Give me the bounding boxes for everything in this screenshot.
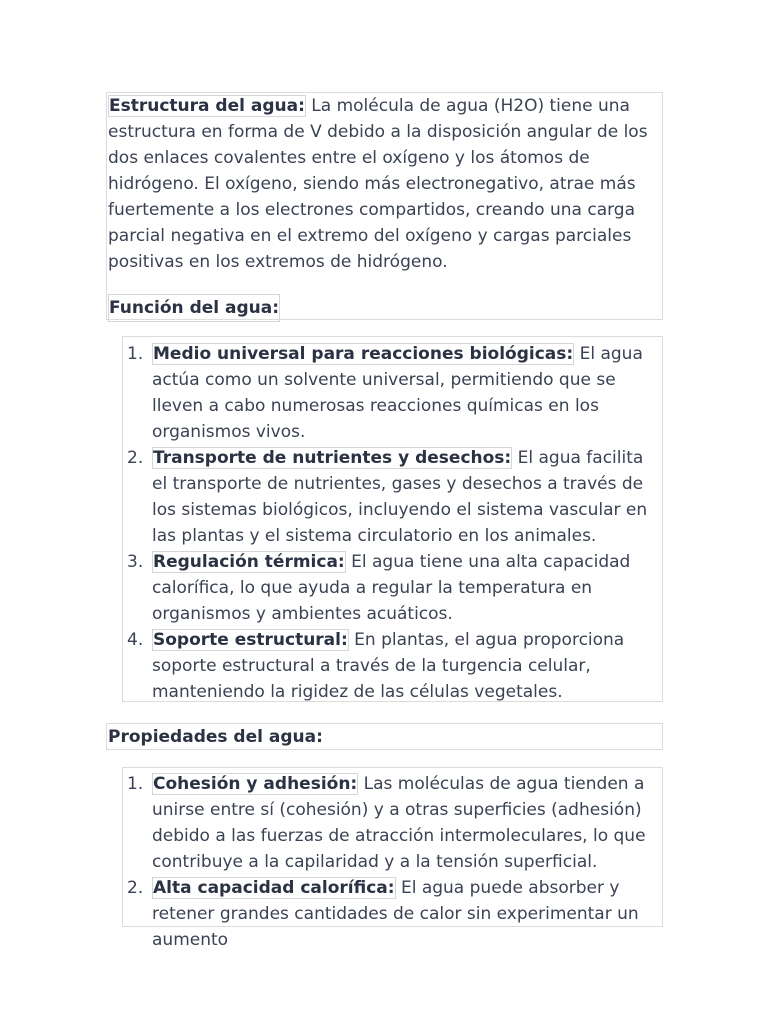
list-item [122,627,657,705]
list-item-label: Alta capacidad calorífica: [153,878,395,898]
list-item-label: Transporte de nutrientes y desechos: [153,448,512,468]
list-item-text: El agua puede absorber y retener grandes cantidades de calor sin experimentar un aumento [152,878,639,950]
list-item [122,875,657,953]
list-item [122,771,657,875]
list-item [122,341,657,445]
list-item-text: El agua tiene una alta capacidad calorífica, lo que ayuda a regular la temperatura en organismos y ambientes acuáticos. [152,552,631,624]
properties-list [122,771,657,953]
list-number: 1. [127,344,144,364]
list-item-text: El agua facilita el transporte de nutrientes, gases y desechos a través de los sistemas biológicos, incluyendo el sistema vascular en las plantas y el sistema circulatorio en los animales. [152,448,648,546]
list-item-text: El agua actúa como un solvente universal, permitiendo que se lleven a cabo numerosas reacciones químicas en los organismos vivos. [152,344,643,442]
list-item-label: Medio universal para reacciones biológicas: [153,344,574,364]
structure-paragraph [108,93,664,275]
list-number: 4. [127,630,144,650]
list-item-text: En plantas, el agua proporciona soporte estructural a través de la turgencia celular, manteniendo la rigidez de las células vegetales. [152,630,625,702]
list-number: 1. [127,774,144,794]
list-item-label: Cohesión y adhesión: [153,774,358,794]
list-item [122,445,657,549]
list-item [122,549,657,627]
function-heading: Función del agua: [108,294,280,322]
list-item-label: Soporte estructural: [153,630,348,650]
structure-text: La molécula de agua (H2O) tiene una estructura en forma de V debido a la disposición angular de los dos enlaces covalentes entre el oxígeno y los átomos de hidrógeno. El oxígeno, siendo más electronegativo, atrae más fuertemente a los electrones compartidos, creando una carga parcial negativa en el extremo del oxígeno y cargas parciales positivas en los extremos de hidrógeno. [108,96,648,272]
list-item-label: Regulación térmica: [153,552,345,572]
list-number: 3. [127,552,144,572]
structure-label: Estructura del agua: [109,96,305,116]
list-item-text: Las moléculas de agua tienden a unirse entre sí (cohesión) y a otras superficies (adhesión) debido a las fuerzas de atracción intermoleculares, lo que contribuye a la capilaridad y a la tensión superficial. [152,774,646,872]
function-list [122,341,657,705]
list-number: 2. [127,448,144,468]
properties-heading: Propiedades del agua: [108,727,323,747]
list-number: 2. [127,878,144,898]
